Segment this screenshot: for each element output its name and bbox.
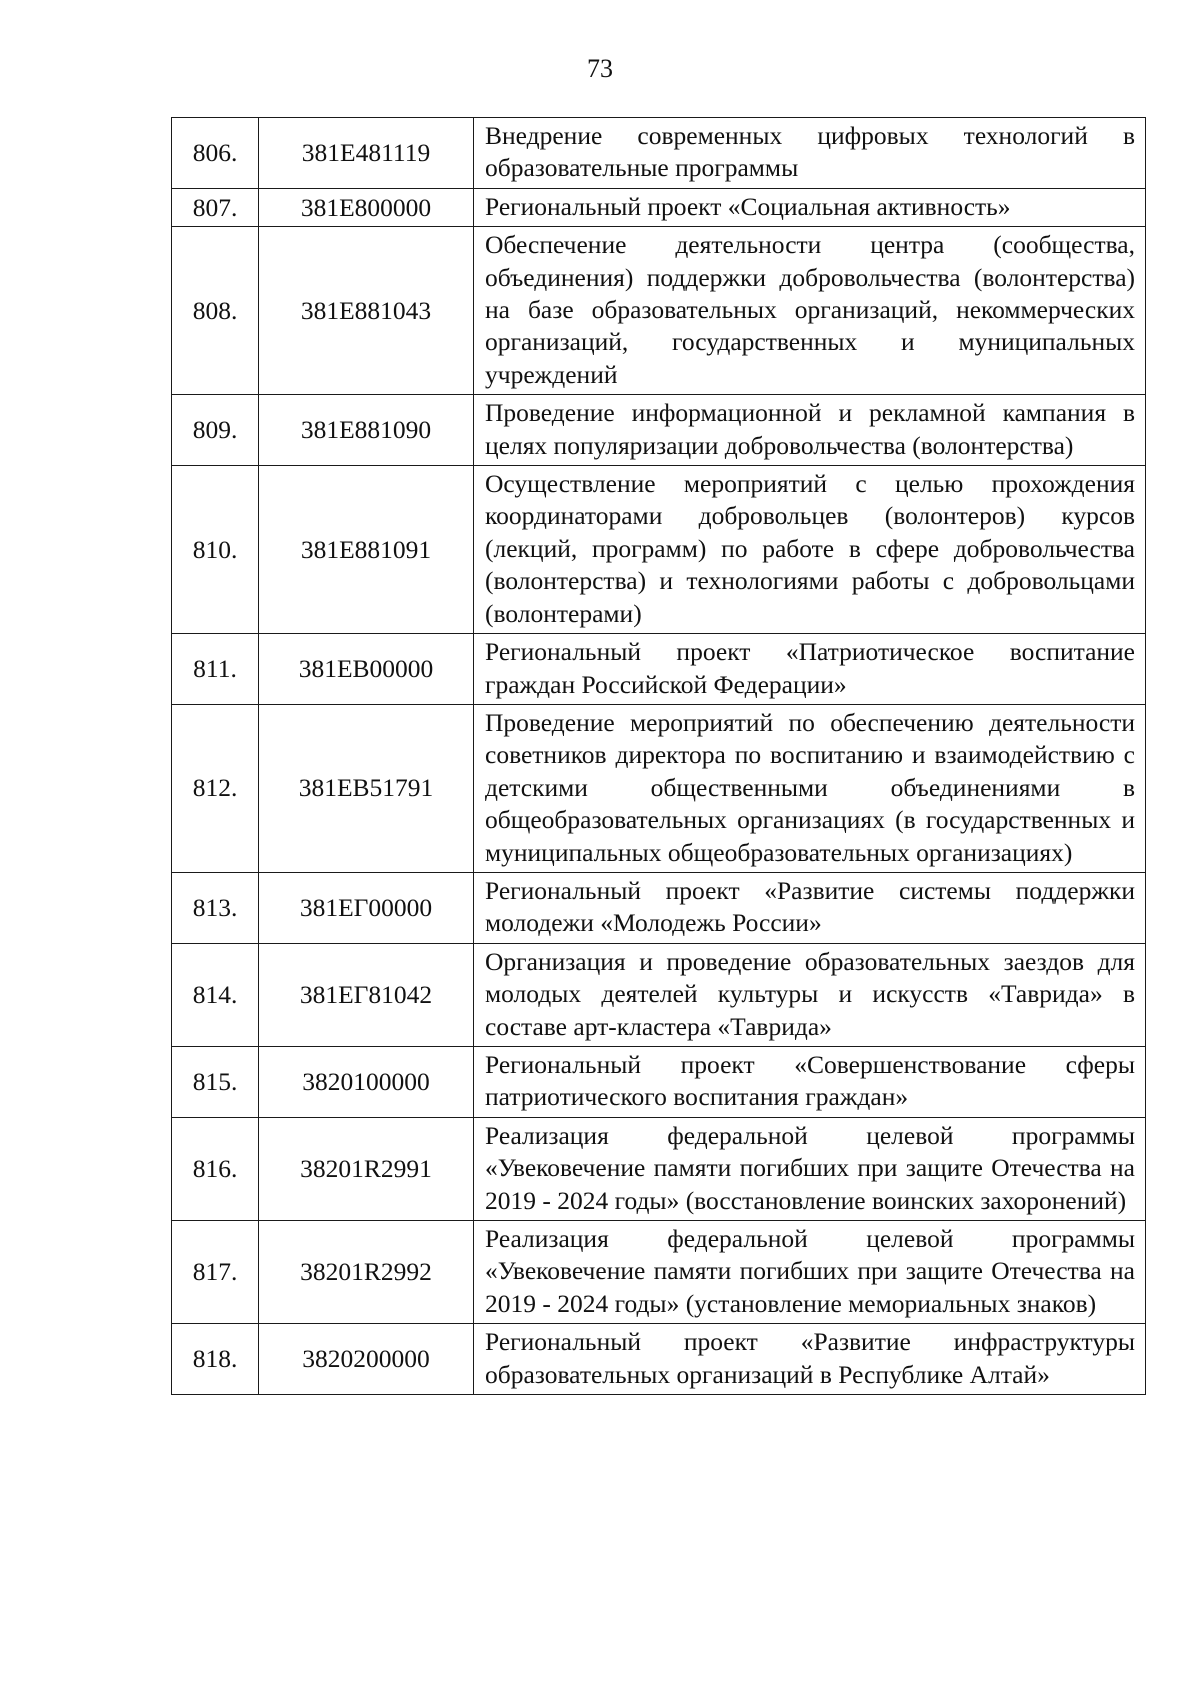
row-number: 813. [172,872,259,943]
row-number: 816. [172,1117,259,1220]
row-number: 811. [172,634,259,705]
row-number: 806. [172,118,259,189]
row-number: 810. [172,466,259,634]
table-row [172,704,1146,872]
classification-code: 381EВ51791 [259,704,474,872]
table-row [172,227,1146,395]
expenditure-name: Обеспечение деятельности центра (сообщества, объединения) поддержки добровольчества (волонтерства) на базе образовательных организаций, некоммерческих организаций, государственных и муниципальных учреждений [474,227,1146,395]
table-row [172,395,1146,466]
expenditure-name: Проведение мероприятий по обеспечению деятельности советников директора по воспитанию и взаимодействию с детскими общественными объединениями в общеобразовательных организациях (в государственных и муниципальных общеобразовательных организациях) [474,704,1146,872]
table-row [172,188,1146,226]
table-row [172,466,1146,634]
expenditure-name: Организация и проведение образовательных заездов для молодых деятелей культуры и искусств «Таврида» в составе арт-кластера «Таврида» [474,943,1146,1046]
expenditure-name: Региональный проект «Социальная активность» [474,188,1146,226]
expenditure-name: Проведение информационной и рекламной кампания в целях популяризации добровольчества (волонтерства) [474,395,1146,466]
table-row [172,634,1146,705]
table-row [172,118,1146,189]
classification-code: 381EВ00000 [259,634,474,705]
table-row [172,943,1146,1046]
expenditure-name: Внедрение современных цифровых технологий в образовательные программы [474,118,1146,189]
row-number: 807. [172,188,259,226]
row-number: 815. [172,1046,259,1117]
classification-code: 381EГ81042 [259,943,474,1046]
page-number: 73 [587,54,613,83]
row-number: 817. [172,1221,259,1324]
expenditure-name: Осуществление мероприятий с целью прохождения координаторами добровольцев (волонтеров) курсов (лекций, программ) по работе в сфере добровольчества (волонтерства) и технологиями работы с добровольцами (волонтерами) [474,466,1146,634]
expenditure-name: Региональный проект «Патриотическое воспитание граждан Российской Федерации» [474,634,1146,705]
classification-code: 3820100000 [259,1046,474,1117]
expenditure-name: Региональный проект «Совершенствование сферы патриотического воспитания граждан» [474,1046,1146,1117]
expenditure-name: Региональный проект «Развитие инфраструктуры образовательных организаций в Республике Алтай» [474,1324,1146,1395]
row-number: 808. [172,227,259,395]
row-number: 818. [172,1324,259,1395]
expenditure-name: Реализация федеральной целевой программы «Увековечение памяти погибших при защите Отечества на 2019 - 2024 годы» (установление мемориальных знаков) [474,1221,1146,1324]
classification-code: 381E881090 [259,395,474,466]
classification-code: 381E481119 [259,118,474,189]
expenditure-name: Региональный проект «Развитие системы поддержки молодежи «Молодежь России» [474,872,1146,943]
table-row [172,1324,1146,1395]
table-row [172,1046,1146,1117]
row-number: 814. [172,943,259,1046]
classification-code: 38201R2991 [259,1117,474,1220]
classification-code: 381E881091 [259,466,474,634]
table-row [172,872,1146,943]
table-row [172,1221,1146,1324]
table-row [172,1117,1146,1220]
classification-code: 3820200000 [259,1324,474,1395]
row-number: 809. [172,395,259,466]
classification-code: 38201R2992 [259,1221,474,1324]
row-number: 812. [172,704,259,872]
expenditure-name: Реализация федеральной целевой программы «Увековечение памяти погибших при защите Отечества на 2019 - 2024 годы» (восстановление воинских захоронений) [474,1117,1146,1220]
classification-code: 381E800000 [259,188,474,226]
classification-code: 381EГ00000 [259,872,474,943]
budget-code-table [171,117,1146,1395]
classification-code: 381E881043 [259,227,474,395]
